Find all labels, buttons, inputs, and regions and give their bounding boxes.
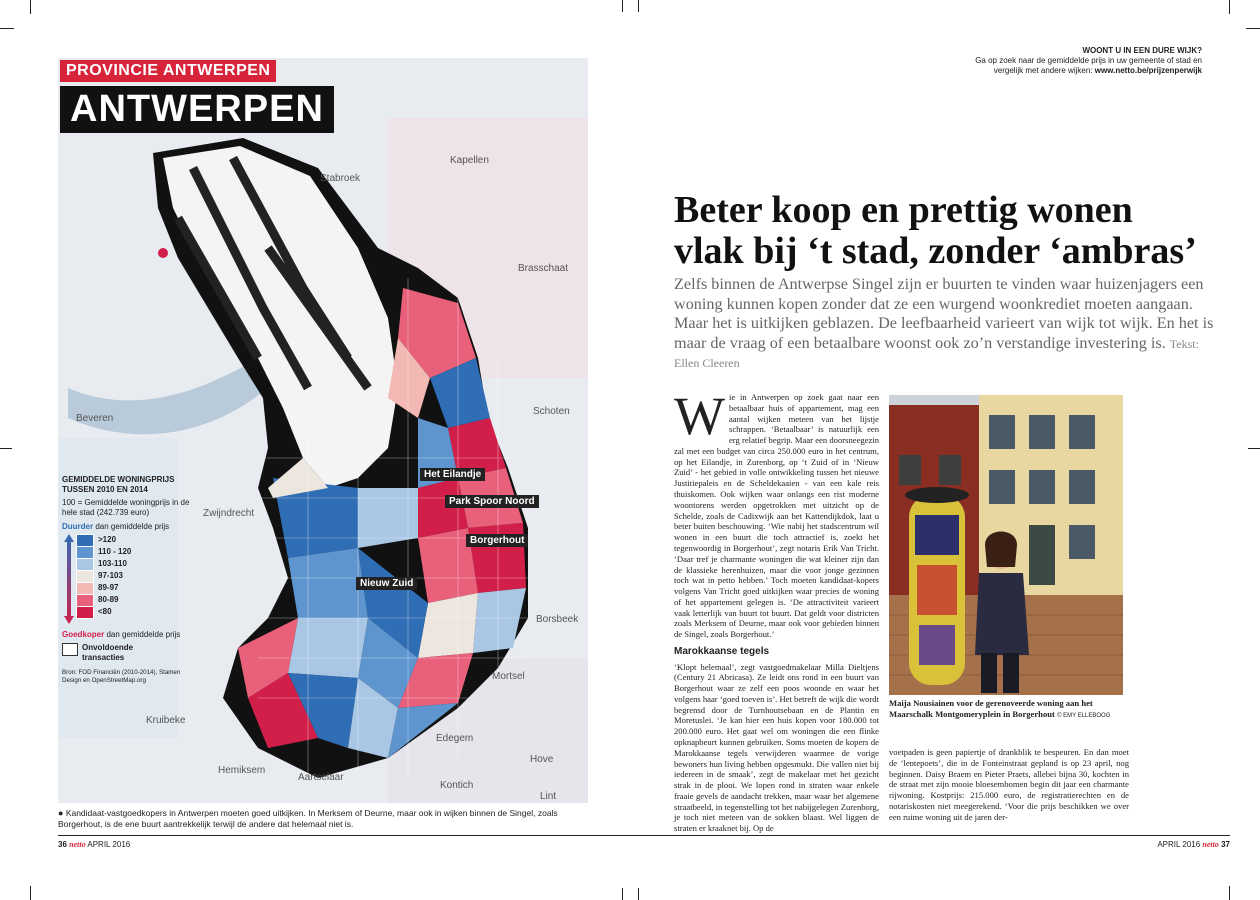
legend-class-label: 97-103 xyxy=(98,571,123,580)
issue-date-right: APRIL 2016 xyxy=(1157,840,1201,849)
neighbourhood-park-spoor-noord: Park Spoor Noord xyxy=(445,495,539,508)
promo-url-link[interactable]: www.netto.be/prijzenperwijk xyxy=(1094,66,1202,75)
legend-class-row xyxy=(76,594,131,606)
neighbourhood-borgerhout: Borgerhout xyxy=(466,534,528,547)
lead-paragraph xyxy=(674,275,1214,373)
map-label-kapellen: Kapellen xyxy=(450,155,489,166)
legend-class-row xyxy=(76,570,131,582)
legend-class-row xyxy=(76,606,131,618)
photo-caption-text: Maija Nousiainen voor de gerenoveerde woning aan het Maarschalk Montgomeryplein in Borgerhout xyxy=(889,698,1093,719)
map-label-kontich: Kontich xyxy=(440,780,474,791)
map-label-schoten: Schoten xyxy=(533,406,570,417)
city-tag: ANTWERPEN xyxy=(60,86,334,133)
promo-line-2: vergelijk met andere wijken: xyxy=(993,66,1095,75)
legend-class-row xyxy=(76,558,131,570)
legend-class-row xyxy=(76,534,131,546)
article-column-2 xyxy=(889,747,1129,822)
page-number-left: 36 xyxy=(58,840,67,849)
map-graphic xyxy=(58,58,588,803)
legend-class-label: 110 - 120 xyxy=(98,547,132,556)
subheading: Marokkaanse tegels xyxy=(674,645,770,657)
legend-cheaper-word: Goedkoper xyxy=(62,630,105,639)
lead-text: Zelfs binnen de Antwerpse Singel zijn er buurten te vinden waar huizenjagers een woning kunnen kopen zonder dat ze een wurgend woonkrediet moeten aangaan. Maar het is uitkijken geblazen. De leefbaarheid varieert van wijk tot wijk. En het is maar de vraag of een betaalbare woonst ook zo’n verstandige investering is. xyxy=(674,275,1214,352)
promo-line-1: Ga op zoek naar de gemiddelde prijs in uw gemeente of stad en xyxy=(975,56,1202,65)
map-label-brasschaat: Brasschaat xyxy=(518,263,569,274)
promo-title: WOONT U IN EEN DURE WIJK? xyxy=(1082,46,1202,55)
map-label-aartselaar: Aartselaar xyxy=(298,772,344,783)
legend-note: 100 = Gemiddelde woningprijs in de hele stad (242.739 euro) xyxy=(62,498,190,517)
map-label-edegem: Edegem xyxy=(436,733,474,744)
legend-source: Bron: FOD Financiën (2010-2014), Stamen Design en OpenStreetMap.org xyxy=(62,669,181,684)
map-label-mortsel: Mortsel xyxy=(492,671,525,682)
legend-class-label: <80 xyxy=(98,607,112,616)
map-label-kruibeke: Kruibeke xyxy=(146,715,186,726)
legend-expensive-word: Duurder xyxy=(62,522,94,531)
map-legend xyxy=(62,475,192,685)
legend-class-row xyxy=(76,582,131,594)
drop-cap: W xyxy=(674,386,725,446)
portrait-photo xyxy=(889,395,1123,695)
legend-class-label: 80-89 xyxy=(98,595,119,604)
promo-box xyxy=(975,46,1202,76)
legend-class-label: 103-110 xyxy=(98,559,127,568)
right-page xyxy=(630,0,1260,900)
brand-left: netto xyxy=(69,840,86,849)
map-label-hemiksem: Hemiksem xyxy=(218,765,266,776)
headline-line-2: vlak bij ‘t stad, zonder ‘ambras’ xyxy=(674,230,1197,273)
body-paragraph-1: ie in Antwerpen op zoek gaat naar een betaalbaar huis of appartement, mag een aantal wijken meteen van het lijstje schrappen. ‘Betaalbaar’ is natuurlijk een erg relatief begrip. Maar een doorsneegezin zal met een budget van circa 250.000 euro in het centrum, op het Eilandje, in Zurenborg, op ‘t Zuid of in ‘Nieuw Zuid’ - het gebied in volle ontwikkeling tussen het nieuwe Justitiepaleis en de Scheldekaaien - van een kale reis thuiskomen. Ook wijken waar onlangs een rist moderne woontorens werden opgetrokken met uitzicht op de Schelde, zoals de Cadixwijk aan het Kattendijkdok, laat u beter buiten beschouwing. ‘Wie nabij het stadscentrum wil wonen in een buurt die toch attractief is, zoekt het tegenwoordig in Borgerhout’, zegt notaris Erik Van Tricht. ‘Daar tref je charmante woningen die wat kleiner zijn dan de klassieke herenhuizen, maar die voor jonge gezinnen toch wat in petto hebben.’ Toch moeten kandidaat-kopers volgens Van Tricht goed uitkijken waar precies de woning of het appartement gelegen is. ‘De attractiviteit varieert vaak letterlijk van buurt tot buurt. Dat geldt voor districten zoals Merksem of Deurne, maar ook voor gebieden binnen de Singel, zoals Borgerhout.’ xyxy=(674,392,879,640)
map-label-borsbeek: Borsbeek xyxy=(536,614,579,625)
map-label-lint: Lint xyxy=(540,791,557,802)
map-label-zwijndrecht: Zwijndrecht xyxy=(203,508,255,519)
legend-class-label: 89-97 xyxy=(98,583,119,592)
legend-title: GEMIDDELDE WONINGPRIJS TUSSEN 2010 EN 2014 xyxy=(62,475,175,494)
map-caption xyxy=(58,807,588,831)
legend-cheaper-rest: dan gemiddelde prijs xyxy=(104,630,181,639)
body-paragraph-3: voetpaden is geen papiertje of drankblik te bespeuren. En dan moet de ‘lentepoets’, die in de Fonteinstraat gepland is op 23 april, nog beginnen. Daisy Braem en Pieter Praets, allebei bijna 30, kochten in de straat met zijn mooie bloesembomen begin dit jaar een charmante rijwoning. Kostprijs: 215.000 euro, de registratierechten en de notariskosten niet meegerekend. ‘Voor die prijs beschikken we over een ruime woning uit de jaren der- xyxy=(889,747,1129,822)
folio-left xyxy=(58,840,130,849)
legend-classes xyxy=(76,534,131,627)
map-label-beveren: Beveren xyxy=(76,413,114,424)
legend-expensive-rest: dan gemiddelde prijs xyxy=(93,522,170,531)
body-paragraph-2: ‘Klopt helemaal’, zegt vastgoedmakelaar Milla Dieltjens (Century 21 Abricasa). Ze leidt ons rond in een buurt van Borgerhout waar ze zelf een poos woonde en waar het volgens haar ‘goed toeven is’. Het betreft de wijk die wordt begrensd door de Turnhoutsebaan en de Plantin en Moretuslei. ‘Je kan hier een huis kopen voor 180.000 tot 200.000 euro. Het gaat wel om woningen die een flinke opknapbeurt kunnen gebruiken. Soms moeten de kopers de Marokkaanse tegels verwijderen waarmee de vorige bewoners hun living hebben opgesmukt. Die vallen niet bij iedereen in de smaak’, zegt de makelaar met het gezicht strak in de plooi. We lopen rond in straten waar enkele fraaie gevels de aandacht trekken, maar waar het algemene straatbeeld, in tegenstelling tot het nabijgelegen Zurenborg, je toch niet meteen van de sokken blaast. Wel liggen de straten er kraaknet bij. Op de xyxy=(674,661,879,834)
article-column-1 xyxy=(674,386,879,834)
page-number-right: 37 xyxy=(1221,840,1230,849)
bullet-icon: ● xyxy=(58,808,64,818)
legend-insufficient-swatch xyxy=(62,643,78,656)
legend-class-row xyxy=(76,546,131,558)
photo-caption xyxy=(889,698,1129,720)
byline: Tekst: Ellen Cleeren xyxy=(674,336,1199,371)
headline xyxy=(674,190,1214,272)
legend-class-label: >120 xyxy=(98,535,117,544)
headline-line-1: Beter koop en prettig wonen xyxy=(674,189,1133,231)
province-tag: PROVINCIE ANTWERPEN xyxy=(60,60,276,82)
map-label-stabroek: Stabroek xyxy=(320,173,361,184)
legend-insufficient-label: Onvoldoende transacties xyxy=(82,643,134,662)
neighbourhood-het-eilandje: Het Eilandje xyxy=(420,468,485,481)
legend-arrow xyxy=(62,534,76,627)
legend-swatch xyxy=(76,606,94,619)
brand-right: netto xyxy=(1202,840,1219,849)
issue-date-left: APRIL 2016 xyxy=(87,840,131,849)
map-label-hove: Hove xyxy=(530,754,554,765)
map-caption-text: Kandidaat-vastgoedkopers in Antwerpen moeten goed uitkijken. In Merksem of Deurne, maar ook in wijken binnen de Singel, zoals Borgerhout, is de ene buurt aantrekkelijk terwijl de andere dat helemaal niet is. xyxy=(58,808,558,830)
neighbourhood-nieuw-zuid: Nieuw Zuid xyxy=(356,577,417,590)
photo-credit: © EMY ELLEBOOG xyxy=(1057,712,1111,719)
folio-right xyxy=(1157,840,1230,849)
price-map xyxy=(58,58,588,803)
